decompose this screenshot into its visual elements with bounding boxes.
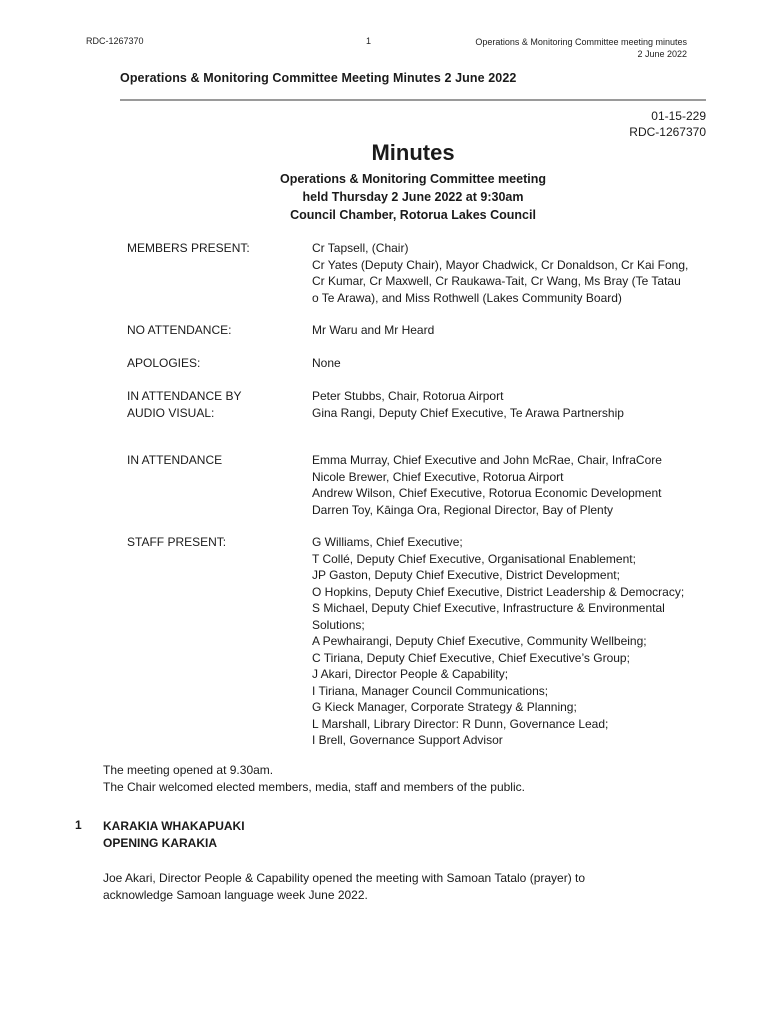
reference-numbers: [629, 108, 706, 140]
staff-line: O Hopkins, Deputy Chief Executive, District Leadership & Democracy;: [312, 584, 685, 599]
section-number: 1: [75, 818, 82, 832]
members-present-label: MEMBERS PRESENT:: [127, 241, 250, 255]
page-number: 1: [366, 36, 372, 46]
meeting-datetime: held Thursday 2 June 2022 at 9:30am: [302, 190, 524, 204]
header-ref: RDC-1267370: [86, 36, 144, 46]
staff-line: A Pewhairangi, Deputy Chief Executive, Community Wellbeing;: [312, 634, 647, 648]
in-attendance-label: IN ATTENDANCE: [127, 453, 223, 467]
section-heading: [103, 818, 245, 852]
staff-line: C Tiriana, Deputy Chief Executive, Chief Executive’s Group;: [312, 650, 630, 665]
header-doc-name: Operations & Monitoring Committee meeting minutes: [475, 37, 687, 47]
title-divider: [120, 99, 706, 101]
staff-line: Solutions;: [312, 617, 365, 632]
paragraph-line: acknowledge Samoan language week June 2022.: [103, 888, 368, 902]
audio-visual-label-line: IN ATTENDANCE BY: [127, 389, 242, 403]
minutes-heading: Minutes: [371, 140, 455, 165]
in-attendance-line: Emma Murray, Chief Executive and John McRae, Chair, InfraCore: [312, 453, 662, 467]
staff-line: I Tiriana, Manager Council Communications;: [312, 683, 549, 698]
in-attendance-line: Andrew Wilson, Chief Executive, Rotorua Economic Development: [312, 486, 662, 500]
staff-line: G Kieck Manager, Corporate Strategy & Planning;: [312, 700, 577, 714]
staff-present-label: STAFF PRESENT:: [127, 535, 227, 549]
apologies-value: None: [312, 356, 341, 370]
staff-present-list: [312, 534, 708, 749]
members-present-line: Cr Kumar, Cr Maxwell, Cr Raukawa-Tait, Cr Wang, Ms Bray (Te Tatau: [312, 274, 681, 288]
audio-visual-line: Peter Stubbs, Chair, Rotorua Airport: [312, 389, 504, 403]
audio-visual-label-line: AUDIO VISUAL:: [127, 405, 215, 420]
in-attendance-list: [312, 452, 708, 518]
staff-line: I Brell, Governance Support Advisor: [312, 733, 503, 747]
staff-line: JP Gaston, Deputy Chief Executive, District Development;: [312, 568, 620, 582]
no-attendance-label: NO ATTENDANCE:: [127, 323, 232, 337]
staff-line: L Marshall, Library Director: R Dunn, Governance Lead;: [312, 716, 609, 731]
file-number: 01-15-229: [651, 109, 706, 123]
section-paragraph: [103, 870, 663, 904]
section-title: KARAKIA WHAKAPUAKI: [103, 819, 245, 833]
in-attendance-line: Nicole Brewer, Chief Executive, Rotorua Airport: [312, 469, 564, 484]
staff-line: G Williams, Chief Executive;: [312, 535, 463, 549]
apologies-label: APOLOGIES:: [127, 356, 201, 370]
opening-statement: [103, 762, 525, 796]
rdc-number: RDC-1267370: [629, 125, 706, 139]
meeting-info: [0, 170, 770, 224]
section-subtitle: OPENING KARAKIA: [103, 836, 218, 850]
opening-line: The meeting opened at 9.30am.: [103, 763, 274, 777]
meeting-name: Operations & Monitoring Committee meeting: [280, 172, 546, 186]
audio-visual-line: Gina Rangi, Deputy Chief Executive, Te Arawa Partnership: [312, 405, 624, 420]
meeting-location: Council Chamber, Rotorua Lakes Council: [290, 208, 536, 222]
document-title: Operations & Monitoring Committee Meeting Minutes 2 June 2022: [120, 71, 517, 85]
staff-line: S Michael, Deputy Chief Executive, Infrastructure & Environmental: [312, 601, 665, 615]
staff-line: J Akari, Director People & Capability;: [312, 667, 509, 681]
members-present-line: o Te Arawa), and Miss Rothwell (Lakes Community Board): [312, 290, 622, 305]
members-present-line: Cr Yates (Deputy Chair), Mayor Chadwick, Cr Donaldson, Cr Kai Fong,: [312, 257, 689, 272]
header-doc-date: 2 June 2022: [637, 49, 687, 59]
opening-line: The Chair welcomed elected members, media, staff and members of the public.: [103, 780, 525, 794]
audio-visual-label: [127, 388, 241, 421]
audio-visual-list: [312, 388, 708, 421]
no-attendance-value: Mr Waru and Mr Heard: [312, 323, 435, 337]
members-present-line: Cr Tapsell, (Chair): [312, 241, 409, 255]
members-present-list: [312, 240, 708, 306]
in-attendance-line: Darren Toy, Kāinga Ora, Regional Director, Bay of Plenty: [312, 502, 614, 517]
paragraph-line: Joe Akari, Director People & Capability opened the meeting with Samoan Tatalo (prayer) to: [103, 871, 586, 885]
staff-line: T Collé, Deputy Chief Executive, Organisational Enablement;: [312, 551, 636, 566]
header-doc-info: [475, 36, 687, 60]
